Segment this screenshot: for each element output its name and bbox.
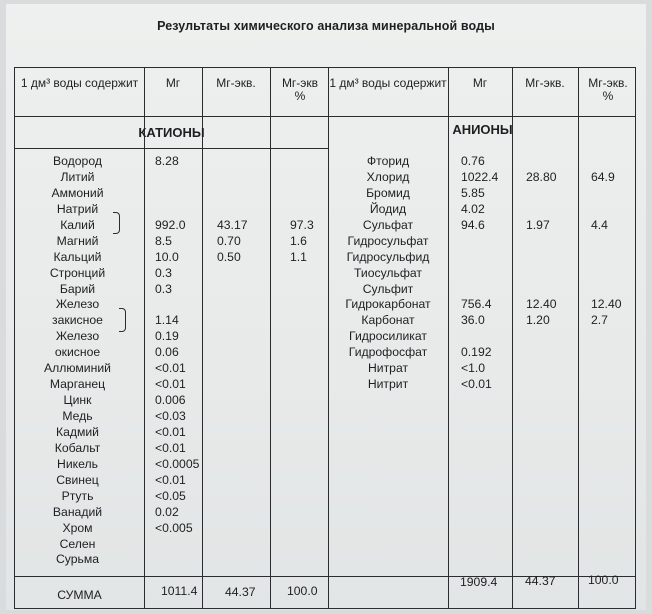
header-right-substance: 1 дм³ воды содержит [329, 76, 447, 90]
cation-mg [155, 202, 203, 218]
cation-mg: <0.01 [155, 424, 186, 439]
document-title: Результаты химического анализа минеральной воды [157, 19, 495, 33]
cation-name: закисное [52, 313, 103, 328]
cation-mg: 8.28 [155, 154, 179, 168]
header-right-meq-pct: Мг-экв. % [588, 76, 628, 103]
section-cations-title: КАТИОНЫ [138, 125, 205, 140]
anion-name: Фторид [366, 154, 410, 168]
grid-line [578, 68, 579, 608]
cation-name: Кобальт [54, 440, 101, 455]
cation-name: Стронций [49, 265, 106, 280]
sum-anions-meq: 44.37 [525, 574, 556, 588]
sum-cations-meq: 44.37 [225, 585, 256, 599]
cations-names [15, 154, 140, 568]
anion-mg: <0.01 [461, 377, 492, 392]
anion-name: Нитрит [367, 377, 409, 392]
cation-name: окисное [54, 345, 101, 360]
anion-mg: 0.192 [461, 345, 492, 360]
sum-anions-meq-pct: 100.0 [588, 573, 619, 587]
cation-name: Кадмий [56, 424, 99, 439]
anion-name: Гидросульфид [346, 249, 430, 264]
sum-cations-mg: 1011.4 [161, 584, 198, 598]
anion-meq: 12.40 [526, 297, 557, 312]
cation-mg: 0.19 [155, 329, 179, 344]
cation-name: Сурьма [55, 552, 100, 567]
anion-mg: 756.4 [461, 297, 492, 312]
cation-mg: 992.0 [155, 217, 186, 232]
cation-name: Хром [62, 520, 93, 535]
cation-name: Магний [56, 233, 99, 248]
cation-name: Марганец [49, 377, 106, 392]
cations-meq [217, 154, 267, 266]
anions-meq-pct [591, 154, 635, 329]
cation-mg: <0.01 [155, 377, 186, 392]
anions-mg [461, 154, 511, 393]
cations-meq-pct [290, 154, 324, 266]
grid-line [15, 148, 328, 149]
anion-name: Сульфат [362, 217, 414, 232]
cation-mg: <0.005 [155, 520, 193, 535]
section-anions-title: АНИОНЫ [452, 122, 513, 137]
anion-name: Йодид [369, 201, 407, 216]
cation-meq-pct: 1.1 [290, 249, 307, 264]
anion-mg: 4.02 [461, 201, 485, 216]
grid-line [15, 116, 635, 117]
header-left-mg: Мг [165, 76, 181, 90]
anion-name: Гидрокарбонат [345, 297, 431, 312]
cation-mg: 0.006 [155, 393, 186, 408]
cation-mg [155, 297, 203, 313]
grid-line [512, 68, 513, 608]
header-right-meq: Мг-экв. [525, 76, 565, 90]
anions-names [331, 154, 445, 393]
cation-mg: 1.14 [155, 313, 179, 328]
header-right-mg: Мг [472, 76, 488, 90]
cation-name: Калий [60, 217, 95, 232]
anion-mg: 0.76 [461, 154, 485, 168]
grid-line [328, 68, 329, 608]
group-bracket [119, 308, 126, 332]
cations-mg [155, 154, 203, 537]
anion-mg: 5.85 [461, 185, 485, 200]
anions-meq [526, 154, 576, 329]
cation-mg: <0.01 [155, 361, 186, 376]
cation-mg: 0.3 [155, 265, 172, 280]
sum-anions-mg: 1909.4 [460, 575, 498, 589]
cation-name: Медь [62, 409, 93, 423]
anion-meq: 1.97 [526, 217, 550, 232]
sum-label: СУММА [57, 588, 102, 602]
analysis-table [14, 67, 636, 609]
anion-meq: 28.80 [526, 169, 557, 184]
header-left-substance: 1 дм³ воды содержит [20, 76, 139, 90]
anion-mg: <1.0 [461, 361, 486, 376]
cation-meq: 0.50 [217, 249, 241, 264]
cation-mg: <0.01 [155, 472, 186, 487]
anion-name: Нитрат [367, 361, 409, 376]
cation-mg [155, 186, 203, 202]
cation-name: Аллюминий [44, 361, 111, 376]
cation-name: Натрий [56, 201, 99, 216]
anion-mg: 36.0 [461, 313, 485, 328]
cation-mg: <0.0005 [155, 456, 200, 471]
cation-mg: 10.0 [155, 249, 179, 264]
cation-name: Литий [60, 169, 95, 184]
cation-meq-pct: 1.6 [290, 233, 307, 248]
anion-mg: 1022.4 [461, 169, 499, 184]
anion-meq-pct: 64.9 [591, 169, 615, 184]
anion-meq-pct: 2.7 [591, 313, 608, 328]
grid-line [144, 68, 145, 608]
anion-mg [461, 329, 511, 345]
anion-mg [461, 234, 511, 250]
anion-name: Гидрофосфат [348, 345, 428, 360]
cation-name: Железо [55, 329, 100, 344]
anion-mg: 94.6 [461, 217, 485, 232]
cation-name: Барий [59, 281, 96, 296]
cation-mg: <0.01 [155, 440, 186, 455]
cation-mg [155, 170, 203, 186]
anion-mg [461, 282, 511, 298]
cation-name: Селен [59, 536, 96, 551]
cation-meq: 43.17 [217, 217, 248, 232]
anion-name: Хлорид [366, 169, 410, 184]
cation-name: Кальций [53, 249, 102, 264]
anion-name: Тиосульфат [354, 265, 422, 280]
header-left-meq-pct: Мг-экв % [281, 76, 319, 103]
cation-meq-pct: 97.3 [290, 217, 314, 232]
anion-name: Карбонат [361, 313, 415, 328]
anion-name: Бромид [366, 185, 410, 200]
grid-line [270, 68, 271, 608]
grid-line [448, 68, 449, 608]
anion-name: Гидросульфат [347, 233, 429, 248]
sum-cations-meq-pct: 100.0 [287, 584, 318, 598]
cation-mg: <0.03 [155, 409, 186, 423]
cation-name: Водород [53, 154, 102, 168]
cation-name: Аммоний [51, 185, 104, 200]
group-bracket [113, 212, 120, 234]
cation-mg: 0.3 [155, 281, 172, 296]
anion-name: Сульфит [362, 281, 414, 296]
cation-mg: 0.06 [155, 345, 179, 360]
cation-mg: <0.05 [155, 488, 186, 503]
header-left-meq: Мг-экв. [216, 76, 256, 90]
cation-name: Ртуть [61, 488, 94, 503]
cation-name: Цинк [63, 393, 92, 408]
anion-name: Гидросиликат [349, 329, 427, 344]
cation-meq: 0.70 [217, 233, 241, 248]
anion-meq: 1.20 [526, 313, 550, 328]
cation-mg: 0.02 [155, 504, 179, 519]
cation-name: Ванадий [52, 504, 103, 519]
anion-meq-pct: 4.4 [591, 217, 608, 232]
anion-mg [461, 250, 511, 266]
anion-mg [461, 266, 511, 282]
anion-meq-pct: 12.40 [591, 297, 622, 312]
cation-name: Свинец [56, 472, 99, 487]
cation-name: Железо [55, 297, 100, 312]
cation-name: Никель [57, 456, 98, 471]
cation-mg: 8.5 [155, 233, 172, 248]
